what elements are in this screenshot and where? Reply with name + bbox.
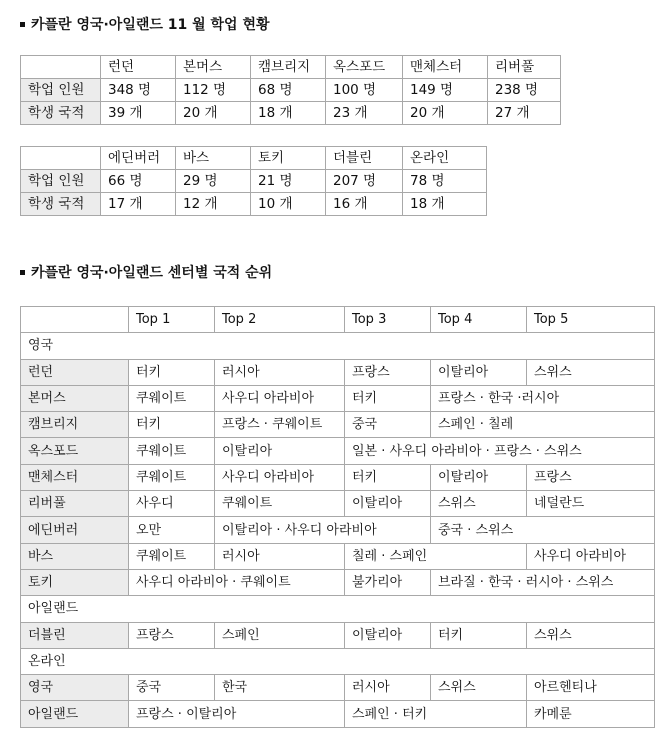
row-label: 더블린 <box>21 622 129 648</box>
table-cell: 27 개 <box>488 102 561 125</box>
row-label: 토키 <box>21 569 129 595</box>
header-cell: Top 5 <box>527 307 655 333</box>
row-label: 옥스포드 <box>21 438 129 464</box>
table-cell: 이탈리아 <box>345 622 431 648</box>
bullet-icon <box>20 270 25 275</box>
table-cell: 카메룬 <box>527 701 655 727</box>
row-label: 학업 인원 <box>21 79 101 102</box>
table-row <box>21 79 561 102</box>
table-cell: 중국 <box>345 412 431 438</box>
header-cell <box>21 56 101 79</box>
table-cell: 중국 <box>129 675 215 701</box>
header-cell <box>21 307 129 333</box>
table-cell: 스페인 · 터키 <box>345 701 527 727</box>
table-row <box>21 102 561 125</box>
enrollment-table-b <box>20 146 487 216</box>
table-cell: 18 개 <box>403 193 487 216</box>
table-cell: 러시아 <box>215 359 345 385</box>
table-cell: 러시아 <box>345 675 431 701</box>
enrollment-table-a <box>20 55 561 125</box>
table-cell: 스위스 <box>527 359 655 385</box>
section-1-heading <box>20 14 270 34</box>
row-label: 리버풀 <box>21 491 129 517</box>
table-cell: 칠레 · 스페인 <box>345 543 527 569</box>
header-cell <box>21 147 101 170</box>
row-label: 학생 국적 <box>21 102 101 125</box>
table-cell: 21 명 <box>251 170 326 193</box>
table-row <box>21 517 655 543</box>
group-label: 영국 <box>21 333 655 359</box>
table-cell: 스위스 <box>527 622 655 648</box>
table-cell: 네덜란드 <box>527 491 655 517</box>
table-cell: 100 명 <box>326 79 403 102</box>
table-cell: 18 개 <box>251 102 326 125</box>
table-cell: 12 개 <box>176 193 251 216</box>
header-cell: 토키 <box>251 147 326 170</box>
table-cell: 터키 <box>345 464 431 490</box>
table-cell: 39 개 <box>101 102 176 125</box>
table-cell: 사우디 아라비아 <box>527 543 655 569</box>
group-label: 온라인 <box>21 648 655 674</box>
table-cell: 터키 <box>345 385 431 411</box>
header-cell: Top 4 <box>431 307 527 333</box>
table-cell: 터키 <box>129 412 215 438</box>
table-cell: 이탈리아 · 사우디 아라비아 <box>215 517 431 543</box>
row-label: 런던 <box>21 359 129 385</box>
group-row <box>21 596 655 622</box>
table-row <box>21 438 655 464</box>
table-cell: 터키 <box>431 622 527 648</box>
table-cell: 이탈리아 <box>431 464 527 490</box>
table-cell: 스위스 <box>431 491 527 517</box>
row-label: 바스 <box>21 543 129 569</box>
row-label: 아일랜드 <box>21 701 129 727</box>
table-cell: 149 명 <box>403 79 488 102</box>
table-cell: 쿠웨이트 <box>129 464 215 490</box>
section-2-title: 카플란 영국·아일랜드 센터별 국적 순위 <box>31 265 273 281</box>
table-header-row <box>21 307 655 333</box>
table-cell: 프랑스 <box>345 359 431 385</box>
table-header-row <box>21 147 487 170</box>
table-cell: 중국 · 스위스 <box>431 517 655 543</box>
table-header-row <box>21 56 561 79</box>
table-cell: 프랑스 <box>129 622 215 648</box>
table-row <box>21 675 655 701</box>
table-cell: 17 개 <box>101 193 176 216</box>
nationality-ranking-table <box>20 306 655 728</box>
header-cell: 에딘버러 <box>101 147 176 170</box>
table-cell: 10 개 <box>251 193 326 216</box>
table-cell: 이탈리아 <box>215 438 345 464</box>
row-label: 캠브리지 <box>21 412 129 438</box>
table-row <box>21 543 655 569</box>
table-cell: 브라질 · 한국 · 러시아 · 스위스 <box>431 569 655 595</box>
table-cell: 68 명 <box>251 79 326 102</box>
section-1-title: 카플란 영국·아일랜드 11 월 학업 현황 <box>31 17 270 33</box>
table-row <box>21 359 655 385</box>
group-row <box>21 648 655 674</box>
table-cell: 사우디 <box>129 491 215 517</box>
table-cell: 프랑스 · 한국 ·러시아 <box>431 385 655 411</box>
table-row <box>21 569 655 595</box>
row-label: 본머스 <box>21 385 129 411</box>
table-cell: 불가리아 <box>345 569 431 595</box>
table-cell: 23 개 <box>326 102 403 125</box>
bullet-icon <box>20 22 25 27</box>
table-row <box>21 491 655 517</box>
table-cell: 스위스 <box>431 675 527 701</box>
table-row <box>21 701 655 727</box>
header-cell: Top 3 <box>345 307 431 333</box>
table-row <box>21 464 655 490</box>
table-cell: 사우디 아라비아 <box>215 385 345 411</box>
table-cell: 66 명 <box>101 170 176 193</box>
table-cell: 348 명 <box>101 79 176 102</box>
table-cell: 16 개 <box>326 193 403 216</box>
group-label: 아일랜드 <box>21 596 655 622</box>
table-row <box>21 170 487 193</box>
table-cell: 112 명 <box>176 79 251 102</box>
header-cell: 더블린 <box>326 147 403 170</box>
table-cell: 러시아 <box>215 543 345 569</box>
table-cell: 스페인 · 칠레 <box>431 412 655 438</box>
table-row <box>21 193 487 216</box>
table-cell: 프랑스 <box>527 464 655 490</box>
header-cell: 옥스포드 <box>326 56 403 79</box>
table-cell: 사우디 아라비아 <box>215 464 345 490</box>
table-cell: 아르헨티나 <box>527 675 655 701</box>
row-label: 에딘버러 <box>21 517 129 543</box>
table-cell: 20 개 <box>403 102 488 125</box>
header-cell: 본머스 <box>176 56 251 79</box>
group-row <box>21 333 655 359</box>
table-cell: 쿠웨이트 <box>129 543 215 569</box>
table-cell: 터키 <box>129 359 215 385</box>
table-cell: 쿠웨이트 <box>129 385 215 411</box>
header-cell: 맨체스터 <box>403 56 488 79</box>
table-cell: 238 명 <box>488 79 561 102</box>
row-label: 맨체스터 <box>21 464 129 490</box>
table-cell: 29 명 <box>176 170 251 193</box>
section-2-heading <box>20 262 272 282</box>
table-cell: 20 개 <box>176 102 251 125</box>
header-cell: 온라인 <box>403 147 487 170</box>
header-cell: 바스 <box>176 147 251 170</box>
header-cell: 리버풀 <box>488 56 561 79</box>
header-cell: 런던 <box>101 56 176 79</box>
table-row <box>21 412 655 438</box>
header-cell: Top 2 <box>215 307 345 333</box>
table-cell: 프랑스 · 이탈리아 <box>129 701 345 727</box>
table-row <box>21 622 655 648</box>
header-cell: Top 1 <box>129 307 215 333</box>
table-cell: 프랑스 · 쿠웨이트 <box>215 412 345 438</box>
table-cell: 쿠웨이트 <box>129 438 215 464</box>
table-cell: 한국 <box>215 675 345 701</box>
table-cell: 207 명 <box>326 170 403 193</box>
row-label: 학생 국적 <box>21 193 101 216</box>
table-cell: 일본 · 사우디 아라비아 · 프랑스 · 스위스 <box>345 438 655 464</box>
row-label: 학업 인원 <box>21 170 101 193</box>
row-label: 영국 <box>21 675 129 701</box>
table-cell: 스페인 <box>215 622 345 648</box>
table-cell: 쿠웨이트 <box>215 491 345 517</box>
table-cell: 78 명 <box>403 170 487 193</box>
table-cell: 오만 <box>129 517 215 543</box>
table-cell: 이탈리아 <box>345 491 431 517</box>
table-cell: 사우디 아라비아 · 쿠웨이트 <box>129 569 345 595</box>
table-row <box>21 385 655 411</box>
header-cell: 캠브리지 <box>251 56 326 79</box>
table-cell: 이탈리아 <box>431 359 527 385</box>
